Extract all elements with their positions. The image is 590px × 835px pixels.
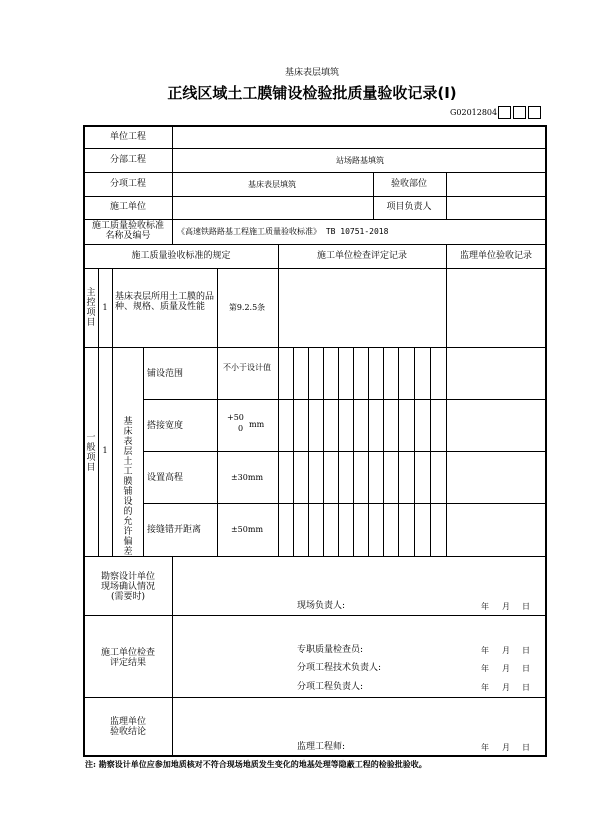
supervision-label-line1: 监理单位 [109, 717, 147, 727]
standard-label-line1: 施工质量验收标准 [91, 221, 165, 231]
construction-date1-month: 月 [502, 646, 510, 655]
general-item-group: 基床表层土工膜铺设的允许偏差 [123, 417, 133, 557]
row-name-seam-offset: 接缝错开距离 [147, 525, 202, 535]
item-lead-signer: 分项工程负责人: [297, 682, 364, 692]
general-items-supervision-field[interactable] [447, 348, 546, 556]
construction-date3-month: 月 [502, 683, 510, 692]
construction-unit-label: 施工单位 [109, 202, 147, 212]
row-value-overlap-unit: mm [249, 420, 265, 429]
survey-label-line1: 勘察设计单位 [100, 572, 156, 582]
item-manager-label: 项目负责人 [386, 202, 432, 212]
construction-date3-year: 年 [481, 683, 489, 692]
item-project-label: 分项工程 [109, 179, 147, 189]
item-project-value[interactable]: 基床表层填筑 [248, 180, 296, 189]
main-item-supervision-field[interactable] [447, 269, 546, 347]
construction-date2-year: 年 [481, 664, 489, 673]
construction-date3-day: 日 [522, 683, 530, 692]
item-manager-field[interactable] [447, 197, 546, 219]
supervision-record-header: 监理单位验收记录 [459, 251, 533, 261]
general-item-number: 1 [102, 446, 108, 455]
row-name-overlap-width: 搭接宽度 [147, 421, 184, 431]
construction-date1-day: 日 [522, 646, 530, 655]
row-value-overlap-upper: +50 [227, 413, 244, 422]
supervision-date-month: 月 [502, 743, 510, 752]
main-items-label: 主控项目 [86, 288, 96, 328]
supervision-label-line2: 验收结论 [109, 727, 147, 737]
survey-signer: 现场负责人: [297, 601, 346, 611]
construction-unit-field[interactable] [173, 197, 373, 219]
code-box-2[interactable] [513, 106, 526, 119]
main-item-clause: 第9.2.5条 [228, 303, 266, 312]
standard-label-line2: 名称及编号 [105, 231, 151, 241]
row-value-seam-offset: ±50mm [230, 525, 264, 534]
construction-date1-year: 年 [481, 646, 489, 655]
sub-project-value[interactable]: 站场路基填筑 [336, 156, 384, 165]
technical-lead-signer: 分项工程技术负责人: [297, 663, 382, 673]
survey-date-month: 月 [502, 602, 510, 611]
spec-column-header: 施工质量验收标准的规定 [131, 251, 231, 261]
quality-inspector-signer: 专职质量检查员: [297, 645, 364, 655]
code-box-1[interactable] [498, 106, 511, 119]
footnote: 注: 勘察设计单位应参加地质核对不符合现场地质发生变化的地基处理等隐蔽工程的检验批验收。 [85, 759, 427, 769]
row-value-laying-range: 不小于设计值 [223, 363, 271, 372]
main-item-check-field[interactable] [279, 269, 446, 347]
supervision-date-year: 年 [481, 743, 489, 752]
row-name-laying-range: 铺设范围 [147, 369, 184, 379]
main-item-content: 基床表层所用土工膜的品种、规格、质量及性能 [115, 292, 215, 312]
unit-project-field[interactable] [173, 126, 546, 148]
sub-project-label: 分部工程 [109, 155, 147, 165]
row-name-elevation: 设置高程 [147, 473, 184, 483]
main-item-number: 1 [102, 303, 108, 312]
survey-label-line2: 现场确认情况 [100, 582, 156, 592]
general-items-label: 一般项目 [86, 433, 96, 473]
unit-project-label: 单位工程 [109, 132, 147, 142]
acceptance-part-label: 验收部位 [390, 179, 428, 189]
survey-date-year: 年 [481, 602, 489, 611]
supervision-engineer-signer: 监理工程师: [297, 742, 346, 752]
construction-result-label-line1: 施工单位检查 [100, 648, 156, 658]
row-value-overlap-lower: 0 [238, 424, 244, 433]
standard-value: 《高速铁路路基工程施工质量验收标准》 TB 10751-2018 [177, 227, 389, 236]
code-box-3[interactable] [528, 106, 541, 119]
construction-date2-month: 月 [502, 664, 510, 673]
form-code: G02012804 [450, 108, 498, 117]
row-value-elevation: ±30mm [230, 473, 264, 482]
page-title: 正线区域土工膜铺设检验批质量验收记录(Ⅰ) [167, 84, 457, 102]
survey-date-day: 日 [522, 602, 530, 611]
construction-result-label-line2: 评定结果 [109, 658, 147, 668]
page-subtitle: 基床表层填筑 [284, 68, 340, 78]
construction-date2-day: 日 [522, 664, 530, 673]
supervision-date-day: 日 [522, 743, 530, 752]
survey-label-line3: (需要时) [110, 592, 146, 602]
construction-check-header: 施工单位检查评定记录 [316, 251, 408, 261]
acceptance-part-field[interactable] [447, 173, 546, 196]
